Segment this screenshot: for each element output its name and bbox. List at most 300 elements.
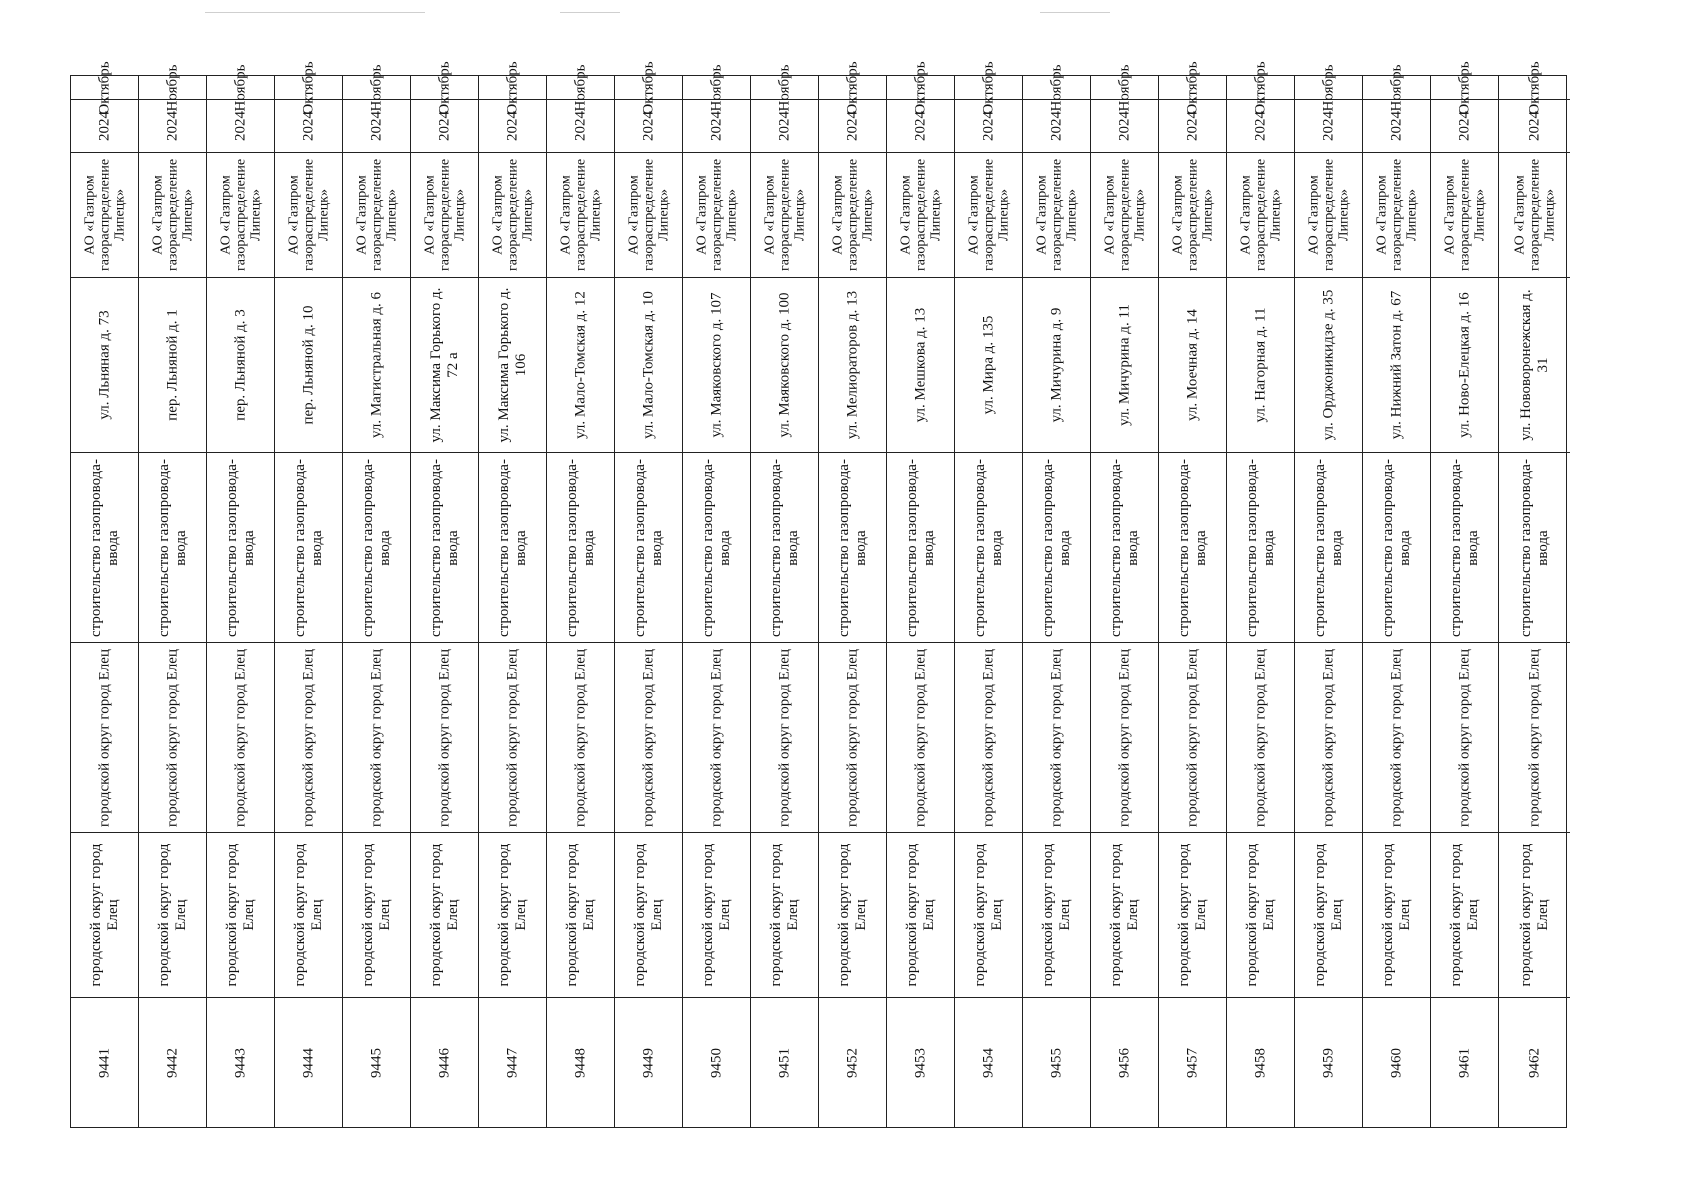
municipality-cell-text: городской округ город Елец — [563, 843, 597, 987]
organization-cell — [71, 152, 138, 277]
month-cell-text: Октябрь — [300, 60, 316, 115]
organization-cell — [139, 152, 206, 277]
work-type-cell-text: строительство газопровода-ввода — [223, 458, 257, 637]
municipality-cell-text: городской округ город Елец — [155, 843, 189, 987]
organization-cell — [1227, 152, 1294, 277]
organization-cell — [547, 152, 614, 277]
settlement-cell-text: городской округ город Елец — [1184, 648, 1200, 827]
year-cell-text: 2024 — [1116, 111, 1132, 141]
address-cell-text: ул. Орджоникидзе д. 35 — [1320, 289, 1336, 441]
month-cell — [275, 60, 342, 115]
settlement-cell — [71, 642, 138, 832]
work-type-cell — [411, 452, 478, 642]
record-number-text: 9451 — [776, 1047, 792, 1078]
month-cell — [139, 64, 206, 111]
month-cell-text: Ноябрь — [1388, 64, 1404, 111]
record-number-text: 9457 — [1184, 1047, 1200, 1078]
table-row — [207, 64, 275, 1127]
settlement-cell — [819, 642, 886, 832]
work-type-cell-text: строительство газопровода-ввода — [971, 458, 1005, 637]
municipality-cell — [139, 832, 206, 997]
year-cell-text: 2024 — [504, 111, 520, 141]
table-row — [819, 60, 887, 1127]
settlement-cell-text: городской округ город Елец — [368, 648, 384, 827]
address-cell — [1295, 277, 1362, 452]
year-cell-text: 2024 — [96, 111, 112, 141]
year-cell-text: 2024 — [912, 111, 928, 141]
municipality-cell-text: городской округ город Елец — [291, 843, 325, 987]
work-type-cell — [751, 452, 818, 642]
month-cell — [1023, 64, 1090, 111]
year-cell-text: 2024 — [368, 111, 384, 141]
work-type-cell-text: строительство газопровода-ввода — [1175, 458, 1209, 637]
organization-cell-text: АО «Газпром газораспределение Липецк» — [626, 158, 671, 272]
address-cell — [275, 277, 342, 452]
month-cell — [887, 60, 954, 115]
record-number-text: 9444 — [300, 1047, 316, 1078]
record-number-text: 9456 — [1116, 1047, 1132, 1078]
table-row — [411, 60, 479, 1127]
year-cell-text: 2024 — [1526, 111, 1542, 141]
address-cell — [615, 277, 682, 452]
record-number — [1295, 997, 1362, 1127]
work-type-cell — [71, 452, 138, 642]
scan-artifact-line — [560, 12, 620, 13]
municipality-cell-text: городской округ город Елец — [631, 843, 665, 987]
table-row — [1159, 60, 1227, 1127]
settlement-cell-text: городской округ город Елец — [1252, 648, 1268, 827]
month-cell-text: Ноябрь — [1116, 64, 1132, 111]
month-cell-text: Октябрь — [640, 60, 656, 115]
work-type-cell-text: строительство газопровода-ввода — [699, 458, 733, 637]
month-cell-text: Ноябрь — [572, 64, 588, 111]
work-type-cell — [1023, 452, 1090, 642]
organization-cell-text: АО «Газпром газораспределение Липецк» — [694, 158, 739, 272]
month-cell — [615, 60, 682, 115]
address-cell — [1363, 277, 1430, 452]
municipality-cell-text: городской округ город Елец — [1243, 843, 1277, 987]
settlement-cell-text: городской округ город Елец — [1526, 648, 1542, 827]
month-cell-text: Октябрь — [1526, 60, 1542, 115]
address-cell-text: ул. Мало-Томская д. 10 — [640, 291, 656, 439]
address-cell — [1431, 277, 1498, 452]
year-cell-text: 2024 — [1048, 111, 1064, 141]
table-row — [1091, 64, 1159, 1127]
work-type-cell-text: строительство газопровода-ввода — [767, 458, 801, 637]
settlement-cell-text: городской округ город Елец — [1320, 648, 1336, 827]
year-cell-text: 2024 — [1456, 111, 1472, 141]
settlement-cell — [1431, 642, 1498, 832]
municipality-cell-text: городской округ город Елец — [1107, 843, 1141, 987]
month-cell-text: Ноябрь — [776, 64, 792, 111]
municipality-cell — [1295, 832, 1362, 997]
organization-cell — [343, 152, 410, 277]
organization-cell-text: АО «Газпром газораспределение Липецк» — [286, 158, 331, 272]
month-cell-text: Октябрь — [912, 60, 928, 115]
address-cell-text: ул. Максима Горького д. 72 а — [427, 287, 461, 443]
record-number-text: 9442 — [164, 1047, 180, 1078]
municipality-cell — [819, 832, 886, 997]
table-row — [955, 60, 1023, 1127]
organization-cell-text: АО «Газпром газораспределение Липецк» — [898, 158, 943, 272]
municipality-cell — [1227, 832, 1294, 997]
organization-cell — [411, 152, 478, 277]
record-number — [1159, 997, 1226, 1127]
record-number-text: 9455 — [1048, 1047, 1064, 1078]
settlement-cell-text: городской округ город Елец — [912, 648, 928, 827]
table-row — [343, 64, 411, 1127]
gas-pipeline-schedule-table — [70, 60, 1567, 1128]
work-type-cell — [1363, 452, 1430, 642]
month-cell — [1227, 60, 1294, 115]
settlement-cell — [683, 642, 750, 832]
settlement-cell — [343, 642, 410, 832]
record-number — [1499, 997, 1570, 1127]
record-number — [615, 997, 682, 1127]
organization-cell — [1159, 152, 1226, 277]
municipality-cell-text: городской округ город Елец — [1517, 843, 1551, 987]
settlement-cell-text: городской округ город Елец — [436, 648, 452, 827]
organization-cell-text: АО «Газпром газораспределение Липецк» — [422, 158, 467, 272]
municipality-cell-text: городской округ город Елец — [1175, 843, 1209, 987]
address-cell-text: пер. Льняной д. 10 — [300, 305, 316, 425]
record-number-text: 9445 — [368, 1047, 384, 1078]
work-type-cell-text: строительство газопровода-ввода — [631, 458, 665, 637]
municipality-cell — [887, 832, 954, 997]
month-cell — [1295, 64, 1362, 111]
record-number — [683, 997, 750, 1127]
record-number — [887, 997, 954, 1127]
municipality-cell — [1431, 832, 1498, 997]
record-number-text: 9461 — [1456, 1047, 1472, 1078]
address-cell — [1023, 277, 1090, 452]
municipality-cell — [1023, 832, 1090, 997]
record-number — [275, 997, 342, 1127]
municipality-cell — [547, 832, 614, 997]
municipality-cell — [615, 832, 682, 997]
municipality-cell — [343, 832, 410, 997]
month-cell-text: Октябрь — [436, 60, 452, 115]
work-type-cell-text: строительство газопровода-ввода — [495, 458, 529, 637]
record-number-text: 9452 — [844, 1047, 860, 1078]
organization-cell — [1091, 152, 1158, 277]
organization-cell — [1499, 152, 1570, 277]
address-cell-text: ул. Маяковского д. 107 — [708, 292, 724, 438]
year-cell-text: 2024 — [640, 111, 656, 141]
municipality-cell — [1499, 832, 1570, 997]
organization-cell-text: АО «Газпром газораспределение Липецк» — [1374, 158, 1419, 272]
table-row — [751, 64, 819, 1127]
settlement-cell-text: городской округ город Елец — [776, 648, 792, 827]
month-cell-text: Октябрь — [1184, 60, 1200, 115]
month-cell-text: Ноябрь — [368, 64, 384, 111]
work-type-cell-text: строительство газопровода-ввода — [903, 458, 937, 637]
address-cell-text: пер. Льняной д. 3 — [232, 309, 248, 421]
address-cell-text: пер. Льняной д. 1 — [164, 309, 180, 421]
table-row — [275, 60, 343, 1127]
address-cell — [887, 277, 954, 452]
organization-cell — [615, 152, 682, 277]
month-cell — [411, 60, 478, 115]
municipality-cell — [683, 832, 750, 997]
table-row — [1227, 60, 1295, 1127]
work-type-cell-text: строительство газопровода-ввода — [1447, 458, 1481, 637]
work-type-cell-text: строительство газопровода-ввода — [1107, 458, 1141, 637]
record-number-text: 9446 — [436, 1047, 452, 1078]
month-cell — [819, 60, 886, 115]
work-type-cell — [819, 452, 886, 642]
municipality-cell-text: городской округ город Елец — [1311, 843, 1345, 987]
municipality-cell-text: городской округ город Елец — [359, 843, 393, 987]
address-cell-text: ул. Максима Горького д. 106 — [495, 287, 529, 443]
address-cell — [71, 277, 138, 452]
organization-cell — [819, 152, 886, 277]
organization-cell-text: АО «Газпром газораспределение Липецк» — [1512, 158, 1557, 272]
work-type-cell-text: строительство газопровода-ввода — [1243, 458, 1277, 637]
organization-cell-text: АО «Газпром газораспределение Липецк» — [82, 158, 127, 272]
record-number — [819, 997, 886, 1127]
table-row — [139, 64, 207, 1127]
work-type-cell-text: строительство газопровода-ввода — [1039, 458, 1073, 637]
year-cell-text: 2024 — [844, 111, 860, 141]
month-cell — [1159, 60, 1226, 115]
record-number-text: 9454 — [980, 1047, 996, 1078]
settlement-cell-text: городской округ город Елец — [300, 648, 316, 827]
address-cell-text: ул. Моечная д. 14 — [1184, 309, 1200, 421]
year-cell-text: 2024 — [436, 111, 452, 141]
month-cell-text: Ноябрь — [164, 64, 180, 111]
organization-cell-text: АО «Газпром газораспределение Липецк» — [558, 158, 603, 272]
organization-cell-text: АО «Газпром газораспределение Липецк» — [1102, 158, 1147, 272]
municipality-cell — [411, 832, 478, 997]
month-cell-text: Ноябрь — [1320, 64, 1336, 111]
organization-cell — [751, 152, 818, 277]
work-type-cell — [343, 452, 410, 642]
table-row — [683, 64, 751, 1127]
record-number — [751, 997, 818, 1127]
organization-cell — [1363, 152, 1430, 277]
record-number-text: 9458 — [1252, 1047, 1268, 1078]
organization-cell-text: АО «Газпром газораспределение Липецк» — [354, 158, 399, 272]
municipality-cell — [207, 832, 274, 997]
record-number-text: 9449 — [640, 1047, 656, 1078]
settlement-cell — [411, 642, 478, 832]
municipality-cell — [71, 832, 138, 997]
record-number-text: 9443 — [232, 1047, 248, 1078]
municipality-cell-text: городской округ город Елец — [87, 843, 121, 987]
record-number — [1431, 997, 1498, 1127]
month-cell — [1091, 64, 1158, 111]
municipality-cell-text: городской округ город Елец — [1447, 843, 1481, 987]
month-cell — [683, 64, 750, 111]
month-cell-text: Ноябрь — [232, 64, 248, 111]
work-type-cell-text: строительство газопровода-ввода — [563, 458, 597, 637]
month-cell-text: Октябрь — [1252, 60, 1268, 115]
address-cell — [1227, 277, 1294, 452]
work-type-cell-text: строительство газопровода-ввода — [835, 458, 869, 637]
record-number-text: 9453 — [912, 1047, 928, 1078]
address-cell — [139, 277, 206, 452]
address-cell — [819, 277, 886, 452]
organization-cell — [955, 152, 1022, 277]
settlement-cell — [207, 642, 274, 832]
work-type-cell — [1091, 452, 1158, 642]
settlement-cell — [615, 642, 682, 832]
work-type-cell-text: строительство газопровода-ввода — [427, 458, 461, 637]
work-type-cell-text: строительство газопровода-ввода — [291, 458, 325, 637]
address-cell — [343, 277, 410, 452]
organization-cell-text: АО «Газпром газораспределение Липецк» — [490, 158, 535, 272]
table-row — [547, 64, 615, 1127]
month-cell — [1499, 60, 1570, 115]
address-cell-text: ул. Мешкова д. 13 — [912, 307, 928, 423]
record-number-text: 9441 — [96, 1047, 112, 1078]
settlement-cell — [479, 642, 546, 832]
record-number — [479, 997, 546, 1127]
settlement-cell-text: городской округ город Елец — [640, 648, 656, 827]
organization-cell-text: АО «Газпром газораспределение Липецк» — [1442, 158, 1487, 272]
record-number — [955, 997, 1022, 1127]
settlement-cell — [1227, 642, 1294, 832]
settlement-cell — [1159, 642, 1226, 832]
month-cell-text: Октябрь — [844, 60, 860, 115]
address-cell-text: ул. Маяковского д. 100 — [776, 292, 792, 438]
municipality-cell-text: городской округ город Елец — [767, 843, 801, 987]
address-cell-text: ул. Нововоронежская д. 31 — [1517, 289, 1551, 441]
address-cell — [1499, 277, 1570, 452]
record-number — [1023, 997, 1090, 1127]
year-cell-text: 2024 — [708, 111, 724, 141]
settlement-cell-text: городской округ город Елец — [844, 648, 860, 827]
month-cell — [1431, 60, 1498, 115]
record-number — [139, 997, 206, 1127]
table-row — [1295, 64, 1363, 1127]
organization-cell-text: АО «Газпром газораспределение Липецк» — [218, 158, 263, 272]
table-row — [1363, 64, 1431, 1127]
month-cell — [955, 60, 1022, 115]
record-number-text: 9448 — [572, 1047, 588, 1078]
table-row — [887, 60, 955, 1127]
municipality-cell-text: городской округ город Елец — [223, 843, 257, 987]
work-type-cell — [955, 452, 1022, 642]
settlement-cell — [139, 642, 206, 832]
work-type-cell-text: строительство газопровода-ввода — [155, 458, 189, 637]
month-cell — [479, 60, 546, 115]
settlement-cell-text: городской округ город Елец — [164, 648, 180, 827]
settlement-cell-text: городской округ город Елец — [1116, 648, 1132, 827]
month-cell — [751, 64, 818, 111]
settlement-cell — [1499, 642, 1570, 832]
municipality-cell — [1363, 832, 1430, 997]
work-type-cell — [479, 452, 546, 642]
municipality-cell-text: городской округ город Елец — [427, 843, 461, 987]
table-row — [1431, 60, 1499, 1127]
organization-cell-text: АО «Газпром газораспределение Липецк» — [966, 158, 1011, 272]
work-type-cell — [1431, 452, 1498, 642]
work-type-cell-text: строительство газопровода-ввода — [1379, 458, 1413, 637]
settlement-cell — [887, 642, 954, 832]
settlement-cell-text: городской округ город Елец — [708, 648, 724, 827]
year-cell-text: 2024 — [1320, 111, 1336, 141]
work-type-cell — [1295, 452, 1362, 642]
table-row — [1023, 64, 1091, 1127]
municipality-cell-text: городской округ город Елец — [699, 843, 733, 987]
settlement-cell — [1091, 642, 1158, 832]
month-cell — [343, 64, 410, 111]
municipality-cell-text: городской округ город Елец — [1039, 843, 1073, 987]
record-number — [343, 997, 410, 1127]
year-cell-text: 2024 — [980, 111, 996, 141]
municipality-cell-text: городской округ город Елец — [903, 843, 937, 987]
record-number-text: 9459 — [1320, 1047, 1336, 1078]
record-number-text: 9462 — [1526, 1047, 1542, 1078]
settlement-cell — [1023, 642, 1090, 832]
month-cell-text: Октябрь — [504, 60, 520, 115]
organization-cell — [207, 152, 274, 277]
settlement-cell-text: городской округ город Елец — [1048, 648, 1064, 827]
work-type-cell — [207, 452, 274, 642]
settlement-cell-text: городской округ город Елец — [1388, 648, 1404, 827]
organization-cell-text: АО «Газпром газораспределение Липецк» — [1170, 158, 1215, 272]
table-row — [615, 60, 683, 1127]
address-cell-text: ул. Ново-Елецкая д. 16 — [1456, 292, 1472, 438]
address-cell — [955, 277, 1022, 452]
organization-cell-text: АО «Газпром газораспределение Липецк» — [830, 158, 875, 272]
settlement-cell — [751, 642, 818, 832]
settlement-cell — [1363, 642, 1430, 832]
table-row — [1499, 60, 1570, 1127]
year-cell-text: 2024 — [1252, 111, 1268, 141]
year-cell-text: 2024 — [1388, 111, 1404, 141]
work-type-cell-text: строительство газопровода-ввода — [87, 458, 121, 637]
address-cell-text: ул. Льняная д. 73 — [96, 310, 112, 420]
work-type-cell-text: строительство газопровода-ввода — [1517, 458, 1551, 637]
record-number — [1091, 997, 1158, 1127]
month-cell — [547, 64, 614, 111]
municipality-cell — [1159, 832, 1226, 997]
organization-cell-text: АО «Газпром газораспределение Липецк» — [762, 158, 807, 272]
settlement-cell-text: городской округ город Елец — [504, 648, 520, 827]
municipality-cell — [479, 832, 546, 997]
municipality-cell — [751, 832, 818, 997]
table-row — [71, 60, 139, 1127]
address-cell-text: ул. Магистральная д. 6 — [368, 292, 384, 438]
address-cell-text: ул. Нижний Затон д. 67 — [1388, 290, 1404, 440]
municipality-cell-text: городской округ город Елец — [495, 843, 529, 987]
work-type-cell — [139, 452, 206, 642]
table-row — [479, 60, 547, 1127]
organization-cell-text: АО «Газпром газораспределение Липецк» — [1238, 158, 1283, 272]
settlement-cell-text: городской округ город Елец — [980, 648, 996, 827]
organization-cell-text: АО «Газпром газораспределение Липецк» — [150, 158, 195, 272]
municipality-cell-text: городской округ город Елец — [1379, 843, 1413, 987]
month-cell-text: Ноябрь — [708, 64, 724, 111]
settlement-cell-text: городской округ город Елец — [1456, 648, 1472, 827]
address-cell — [411, 277, 478, 452]
month-cell — [71, 60, 138, 115]
settlement-cell-text: городской округ город Елец — [96, 648, 112, 827]
record-number-text: 9460 — [1388, 1047, 1404, 1078]
organization-cell — [1023, 152, 1090, 277]
work-type-cell-text: строительство газопровода-ввода — [1311, 458, 1345, 637]
address-cell — [683, 277, 750, 452]
work-type-cell — [1499, 452, 1570, 642]
year-cell-text: 2024 — [164, 111, 180, 141]
work-type-cell — [547, 452, 614, 642]
organization-cell — [887, 152, 954, 277]
work-type-cell — [1227, 452, 1294, 642]
record-number — [411, 997, 478, 1127]
